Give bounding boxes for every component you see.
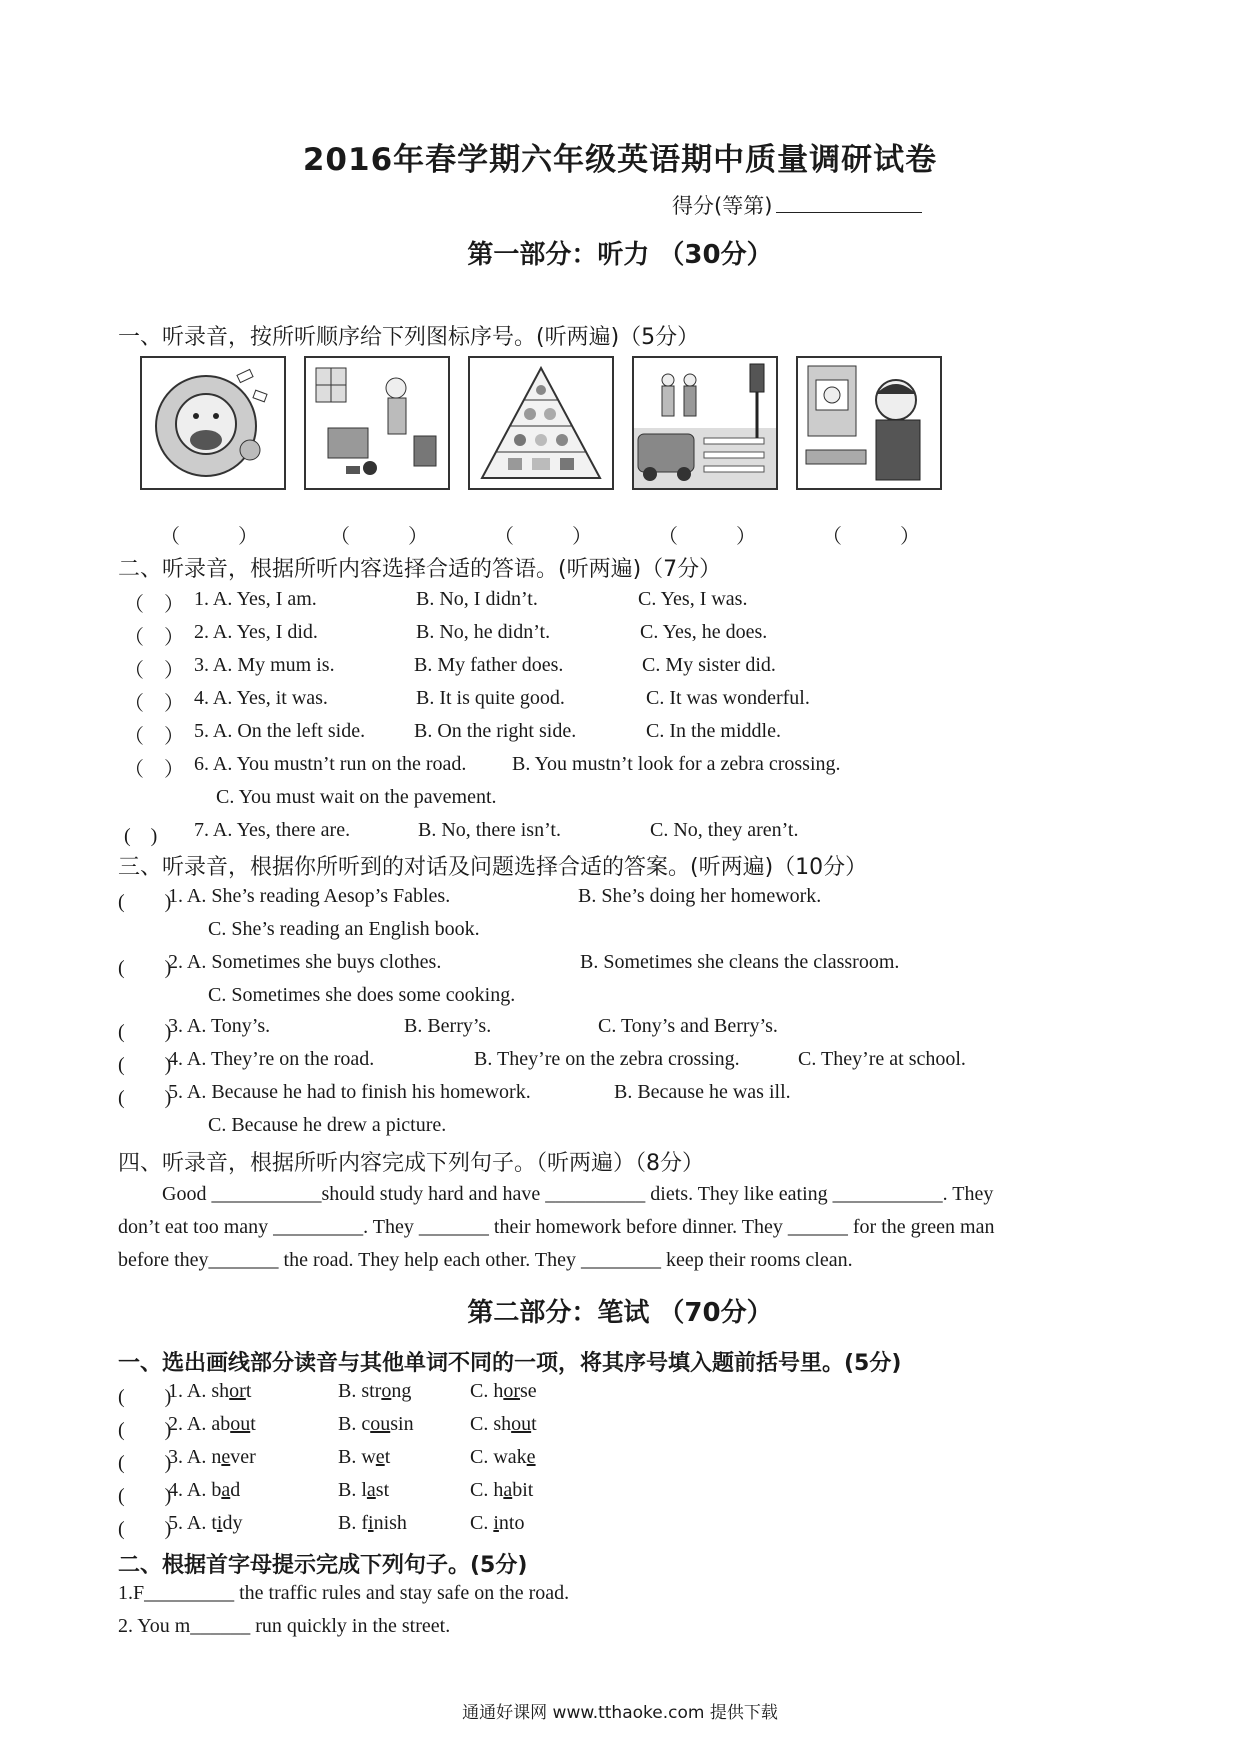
phonics-q1-word-b: strong — [361, 1380, 412, 1402]
q2-2-option-b: B. No, he didn’t. — [416, 621, 551, 643]
picture-1-answer-blank[interactable] — [190, 520, 230, 542]
cloze-line-3[interactable]: before they_______ the road. They help each other. They ________ keep their rooms clean. — [118, 1249, 853, 1271]
q2-4-option-a: 4. A. Yes, it was. — [194, 687, 328, 709]
picture-4-answer-blank[interactable] — [688, 520, 728, 542]
score-field — [672, 190, 922, 220]
q3-5-option-a: 5. A. Because he had to finish his homework. — [168, 1081, 531, 1103]
phonics-q3-word-c-underlined: e — [526, 1446, 536, 1468]
option-b-prefix: B. — [338, 1446, 362, 1468]
phonics-q4-option-a — [168, 1479, 240, 1502]
q2-7-paren[interactable]: ( ) — [124, 825, 158, 847]
phonics-q1-word-c: horse — [493, 1380, 537, 1402]
part1-heading: 第一部分：听力 （30分） — [467, 240, 773, 270]
picture-3-answer-blank[interactable] — [524, 520, 564, 542]
phonics-q3-option-c — [470, 1446, 536, 1469]
option-c-prefix: C. — [470, 1413, 494, 1435]
q3-4-option-c: C. They’re at school. — [798, 1048, 966, 1070]
q3-1-option-a: 1. A. She’s reading Aesop’s Fables. — [168, 885, 451, 907]
phonics-q2-word-b-underlined: ou — [370, 1413, 391, 1435]
phonics-q1-word-a: short — [211, 1380, 252, 1402]
phonics-q5-option-c — [470, 1512, 524, 1535]
q2-6-option-b: B. You mustn’t look for a zebra crossing. — [512, 753, 841, 775]
phonics-q2-word-a: about — [211, 1413, 256, 1435]
q3-5-option-c: C. Because he drew a picture. — [208, 1114, 447, 1136]
q3-1-option-c: C. She’s reading an English book. — [208, 918, 480, 940]
q3-3-option-c: C. Tony’s and Berry’s. — [598, 1015, 778, 1037]
q2-4-option-b: B. It is quite good. — [416, 687, 565, 709]
score-label: 得分(等第) — [672, 194, 773, 218]
phonics-q1-option-b — [338, 1380, 411, 1403]
q3-3-option-b: B. Berry’s. — [404, 1015, 492, 1037]
phonics-q5-number: 5. A. — [168, 1512, 212, 1534]
footer-source: 通通好课网 www.tthaoke.com 提供下载 — [462, 1703, 778, 1723]
q2-5-option-c: C. In the middle. — [646, 720, 781, 742]
q3-2-paren[interactable]: ( ) — [118, 957, 172, 979]
phonics-q3-word-c: wake — [493, 1446, 536, 1468]
picture-3-paren-close: ） — [572, 526, 592, 548]
option-b-prefix: B. — [338, 1479, 362, 1501]
q2-1-option-a: 1. A. Yes, I am. — [194, 588, 317, 610]
q2-4-paren[interactable]: （ ） — [124, 693, 184, 715]
option-b-prefix: B. — [338, 1512, 362, 1534]
picture-5-answer-blank[interactable] — [852, 520, 892, 542]
phonics-q1-word-b-underlined: o — [381, 1380, 392, 1402]
phonics-q5-word-b-underlined: i — [368, 1512, 374, 1534]
q2-2-paren[interactable]: （ ） — [124, 627, 184, 649]
picture-1-paren-close: ） — [238, 526, 258, 548]
phonics-q5-option-b — [338, 1512, 407, 1535]
q3-1-option-b: B. She’s doing her homework. — [578, 885, 822, 907]
q2-2-option-c: C. Yes, he does. — [640, 621, 768, 643]
phonics-q5-word-c-underlined: i — [493, 1512, 499, 1534]
phonics-q4-option-b — [338, 1479, 389, 1502]
man-washing-face-icon — [796, 356, 942, 490]
phonics-q1-number: 1. A. — [168, 1380, 212, 1402]
phonics-q4-number: 4. A. — [168, 1479, 212, 1501]
option-c-prefix: C. — [470, 1446, 494, 1468]
q2-6-option-c: C. You must wait on the pavement. — [216, 786, 497, 808]
picture-4-paren-open: （ — [658, 526, 678, 548]
q2-1-option-c: C. Yes, I was. — [638, 588, 748, 610]
picture-5-paren-open: （ — [822, 526, 842, 548]
phonics-q2-word-b: cousin — [361, 1413, 414, 1435]
phonics-q4-word-b-underlined: a — [366, 1479, 376, 1501]
phonics-q4-word-c-underlined: a — [503, 1479, 513, 1501]
phonics-q5-word-a: tidy — [211, 1512, 243, 1534]
q2-3-paren[interactable]: （ ） — [124, 660, 184, 682]
messy-room-icon — [304, 356, 450, 490]
picture-2-paren-open: （ — [330, 526, 350, 548]
q3-1-paren[interactable]: ( ) — [118, 891, 172, 913]
phonics-q1-word-a-underlined: or — [229, 1380, 246, 1402]
phonics-q1-word-c-underlined: or — [503, 1380, 521, 1402]
q2-6-option-a: 6. A. You mustn’t run on the road. — [194, 753, 467, 775]
option-c-prefix: C. — [470, 1512, 494, 1534]
phonics-q3-number: 3. A. — [168, 1446, 212, 1468]
q2-4-option-c: C. It was wonderful. — [646, 687, 810, 709]
q3-4-paren[interactable]: ( ) — [118, 1054, 172, 1076]
p1-sec1-heading: 一、听录音，按所听顺序给下列图标序号。(听两遍)（5分） — [118, 325, 700, 350]
q2-3-option-a: 3. A. My mum is. — [194, 654, 335, 676]
food-pyramid-icon — [468, 356, 614, 490]
phonics-q5-paren[interactable]: ( ) — [118, 1518, 172, 1540]
phonics-q5-option-a — [168, 1512, 242, 1535]
p1-sec2-heading: 二、听录音，根据所听内容选择合适的答语。(听两遍)（7分） — [118, 557, 722, 582]
phonics-q5-word-b: finish — [361, 1512, 407, 1534]
p1-sec4-heading: 四、听录音，根据所听内容完成下列句子。（听两遍）（8分） — [118, 1151, 704, 1176]
q3-2-option-a: 2. A. Sometimes she buys clothes. — [168, 951, 442, 973]
q2-6-paren[interactable]: （ ） — [124, 759, 184, 781]
q2-2-option-a: 2. A. Yes, I did. — [194, 621, 318, 643]
phonics-q4-option-c — [470, 1479, 533, 1502]
q3-4-option-a: 4. A. They’re on the road. — [168, 1048, 375, 1070]
q2-3-option-b: B. My father does. — [414, 654, 564, 676]
phonics-q1-option-a — [168, 1380, 251, 1403]
phonics-q5-word-a-underlined: i — [216, 1512, 223, 1534]
p2-sec1-heading: 一、选出画线部分读音与其他单词不同的一项，将其序号填入题前括号里。(5分) — [118, 1351, 902, 1376]
part2-heading: 第二部分：笔试 （70分） — [467, 1298, 773, 1328]
initial-letter-q1[interactable]: 1.F_________ the traffic rules and stay safe on the road. — [118, 1582, 570, 1604]
q3-2-option-b: B. Sometimes she cleans the classroom. — [580, 951, 900, 973]
picture-2-paren-close: ） — [408, 526, 428, 548]
phonics-q2-option-b — [338, 1413, 414, 1436]
q3-5-option-b: B. Because he was ill. — [614, 1081, 791, 1103]
q3-3-option-a: 3. A. Tony’s. — [168, 1015, 271, 1037]
lion-brushing-teeth-icon — [140, 356, 286, 490]
phonics-q4-paren[interactable]: ( ) — [118, 1485, 172, 1507]
phonics-q3-word-b: wet — [361, 1446, 391, 1468]
initial-letter-q2[interactable]: 2. You m______ run quickly in the street. — [118, 1615, 451, 1637]
phonics-q3-option-b — [338, 1446, 390, 1469]
phonics-q4-word-b: last — [361, 1479, 390, 1501]
phonics-q2-option-a — [168, 1413, 256, 1436]
zebra-crossing-icon — [632, 356, 778, 490]
picture-4-paren-close: ） — [736, 526, 756, 548]
phonics-q4-word-a-underlined: a — [221, 1479, 231, 1501]
q2-3-option-c: C. My sister did. — [642, 654, 776, 676]
phonics-q1-option-c — [470, 1380, 537, 1403]
phonics-q4-word-c: habit — [493, 1479, 534, 1501]
option-c-prefix: C. — [470, 1380, 494, 1402]
option-c-prefix: C. — [470, 1479, 494, 1501]
phonics-q4-word-a: bad — [211, 1479, 241, 1501]
phonics-q3-word-a-underlined: e — [221, 1446, 231, 1468]
phonics-q3-word-b-underlined: e — [375, 1446, 385, 1468]
phonics-q3-word-a: never — [211, 1446, 256, 1468]
p2-sec2-heading: 二、根据首字母提示完成下列句子。(5分) — [118, 1553, 528, 1578]
q2-7-option-a: 7. A. Yes, there are. — [194, 819, 351, 841]
phonics-q2-word-c-underlined: ou — [511, 1413, 532, 1435]
phonics-q2-paren[interactable]: ( ) — [118, 1419, 172, 1441]
phonics-q3-paren[interactable]: ( ) — [118, 1452, 172, 1474]
q2-7-option-b: B. No, there isn’t. — [418, 819, 561, 841]
cloze-line-2[interactable]: don’t eat too many _________. They _______ their homework before dinner. They ______ for the green man — [118, 1216, 995, 1238]
phonics-q2-number: 2. A. — [168, 1413, 212, 1435]
q3-4-option-b: B. They’re on the zebra crossing. — [474, 1048, 740, 1070]
q3-2-option-c: C. Sometimes she does some cooking. — [208, 984, 516, 1006]
q3-3-paren[interactable]: ( ) — [118, 1021, 172, 1043]
phonics-q2-word-c: shout — [493, 1413, 537, 1435]
q2-1-paren[interactable]: （ ） — [124, 594, 184, 616]
q2-1-option-b: B. No, I didn’t. — [416, 588, 538, 610]
option-b-prefix: B. — [338, 1380, 362, 1402]
phonics-q3-option-a — [168, 1446, 256, 1469]
exam-title: 2016年春学期六年级英语期中质量调研试卷 — [302, 142, 938, 178]
picture-1-paren-open: （ — [160, 526, 180, 548]
picture-3-paren-open: （ — [494, 526, 514, 548]
q2-5-option-b: B. On the right side. — [414, 720, 577, 742]
picture-5-paren-close: ） — [900, 526, 920, 548]
phonics-q2-word-a-underlined: ou — [230, 1413, 251, 1435]
phonics-q5-word-c: into — [493, 1512, 525, 1534]
option-b-prefix: B. — [338, 1413, 362, 1435]
cloze-line-1[interactable]: Good ___________should study hard and have __________ diets. They like eating ___________. They — [162, 1183, 994, 1205]
q2-5-option-a: 5. A. On the left side. — [194, 720, 366, 742]
phonics-q2-option-c — [470, 1413, 537, 1436]
q3-5-paren[interactable]: ( ) — [118, 1087, 172, 1109]
score-blank[interactable] — [776, 194, 922, 213]
phonics-q1-paren[interactable]: ( ) — [118, 1386, 172, 1408]
q2-5-paren[interactable]: （ ） — [124, 726, 184, 748]
q2-7-option-c: C. No, they aren’t. — [650, 819, 799, 841]
p1-sec3-heading: 三、听录音，根据你所听到的对话及问题选择合适的答案。(听两遍)（10分） — [118, 855, 868, 880]
picture-2-answer-blank[interactable] — [360, 520, 400, 542]
